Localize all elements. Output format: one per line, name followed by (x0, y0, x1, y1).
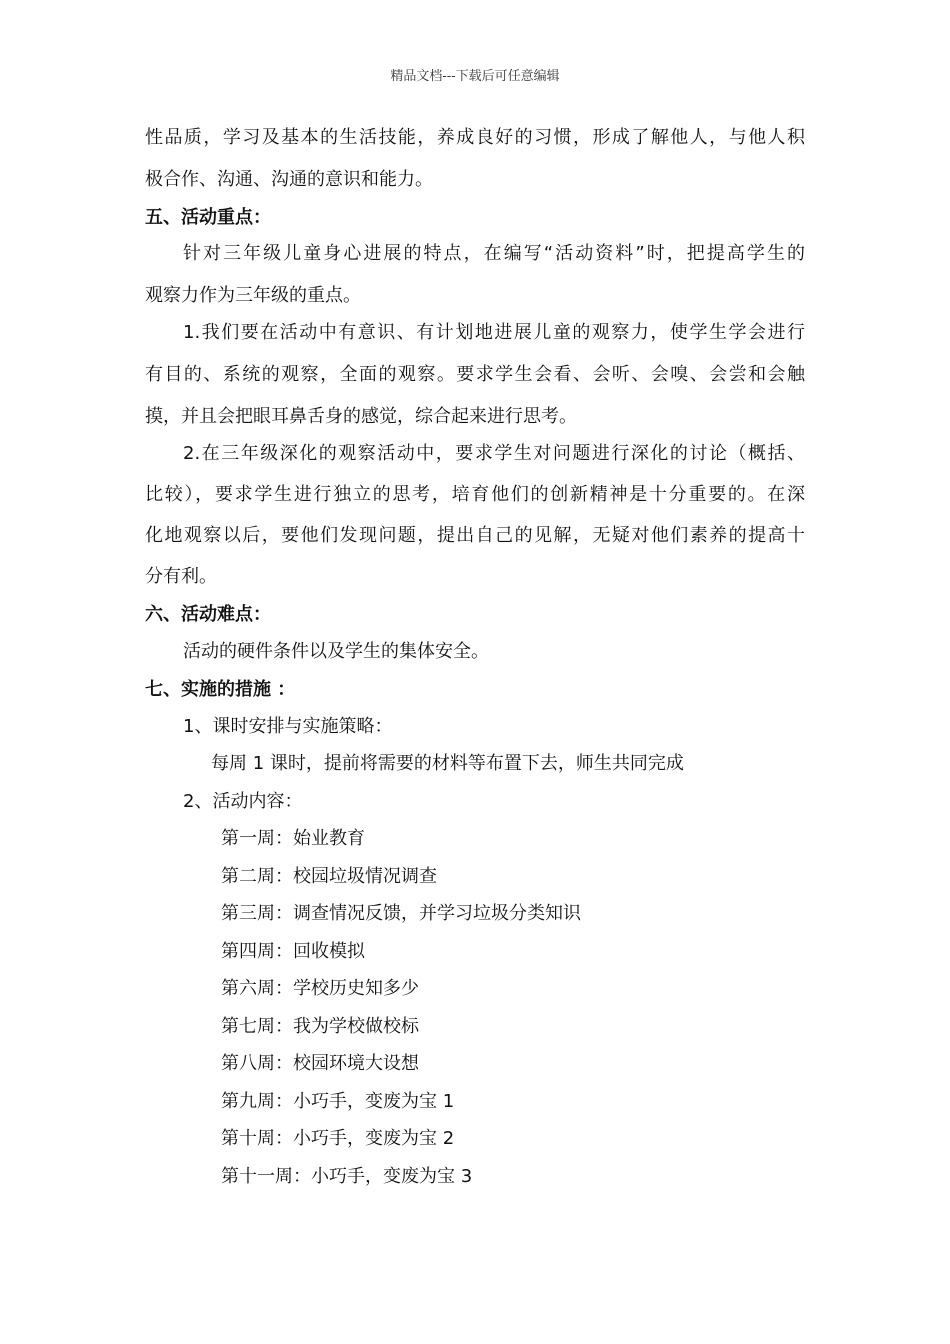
schedule-item: 第十一周：小巧手，变废为宝 3 (221, 1166, 473, 1187)
paragraph-line: 针对三年级儿童身心进展的特点，在编写“活动资料”时，把提高学生的 (183, 243, 805, 264)
paragraph-line: 有目的、系统的观察，全面的观察。要求学生会看、会听、会嗅、会尝和会触 (145, 364, 805, 385)
schedule-item: 第十周：小巧手，变废为宝 2 (221, 1128, 455, 1149)
subsection-heading: 1、课时安排与实施策略： (183, 716, 393, 737)
paragraph-line: 每周 1 课时，提前将需要的材料等布置下去，师生共同完成 (211, 753, 684, 774)
paragraph-line: 分有利。 (145, 566, 217, 587)
schedule-item: 第八周：校园环境大设想 (221, 1053, 419, 1074)
schedule-item: 第六周：学校历史知多少 (221, 978, 419, 999)
section-heading-measures: 七、实施的措施 ： (145, 679, 296, 700)
schedule-item: 第一周：始业教育 (221, 828, 365, 849)
schedule-item: 第二周：校园垃圾情况调查 (221, 866, 437, 887)
section-heading-focus: 五、活动重点： (145, 207, 271, 228)
paragraph-line: 摸，并且会把眼耳鼻舌身的感觉，综合起来进行思考。 (145, 406, 577, 427)
paragraph-line: 比较），要求学生进行独立的思考，培育他们的创新精神是十分重要的。在深 (145, 484, 805, 505)
schedule-item: 第七周：我为学校做校标 (221, 1016, 419, 1037)
paragraph-line: 2.在三年级深化的观察活动中，要求学生对问题进行深化的讨论（概括、 (183, 443, 805, 464)
paragraph-line: 观察力作为三年级的重点。 (145, 285, 361, 306)
page-header: 精品文档---下载后可任意编辑 (390, 69, 560, 84)
subsection-heading: 2、活动内容： (183, 791, 303, 812)
section-heading-difficulty: 六、活动难点： (145, 604, 271, 625)
schedule-item: 第九周：小巧手，变废为宝 1 (221, 1091, 455, 1112)
paragraph-line: 性品质，学习及基本的生活技能，养成良好的习惯，形成了解他人，与他人积 (145, 127, 805, 148)
paragraph-line: 活动的硬件条件以及学生的集体安全。 (183, 641, 489, 662)
paragraph-line: 极合作、沟通、沟通的意识和能力。 (145, 169, 433, 190)
paragraph-line: 化地观察以后，要他们发现问题，提出自己的见解，无疑对他们素养的提高十 (145, 525, 805, 546)
schedule-item: 第四周：回收模拟 (221, 941, 365, 962)
paragraph-line: 1.我们要在活动中有意识、有计划地进展儿童的观察力，使学生学会进行 (183, 322, 805, 343)
schedule-item: 第三周：调查情况反馈，并学习垃圾分类知识 (221, 903, 581, 924)
